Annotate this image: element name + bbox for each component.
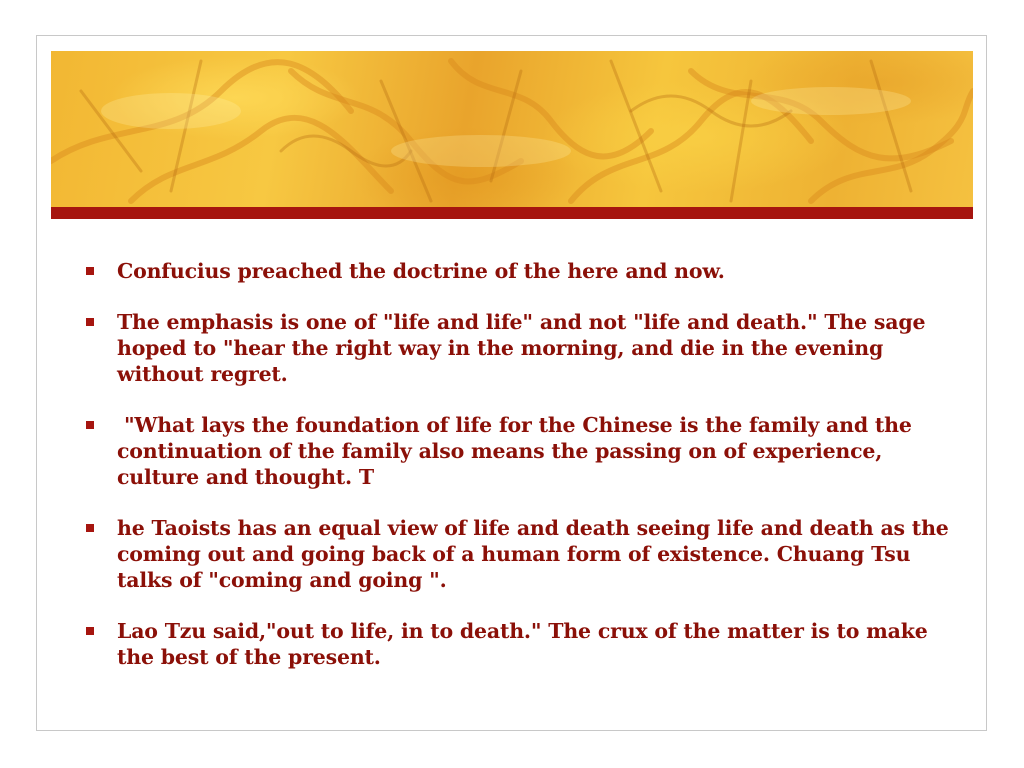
- bullet-item: [84, 309, 954, 387]
- bullet-text: Confucius preached the doctrine of the here and now.: [117, 259, 725, 283]
- header-banner-image: [51, 51, 973, 207]
- bullet-item: [84, 412, 954, 490]
- bullet-item: [84, 258, 954, 284]
- square-bullet-icon: [86, 627, 94, 635]
- banner-texture: [51, 51, 973, 207]
- square-bullet-icon: [86, 524, 94, 532]
- bullet-text: Lao Tzu said,"out to life, in to death." The crux of the matter is to make the best of the present.: [117, 619, 928, 669]
- bullet-list: [84, 258, 954, 695]
- bullet-item: [84, 515, 954, 593]
- bullet-item: [84, 618, 954, 670]
- bullet-text: "What lays the foundation of life for the Chinese is the family and the continuation of the family also means the passing on of experience, culture and thought. T: [117, 413, 919, 489]
- banner-divider: [51, 207, 973, 219]
- square-bullet-icon: [86, 267, 94, 275]
- bullet-text: he Taoists has an equal view of life and death seeing life and death as the coming out and going back of a human form of existence. Chuang Tsu talks of "coming and going ".: [117, 516, 949, 592]
- bullet-text: The emphasis is one of "life and life" and not "life and death." The sage hoped to "hear the right way in the morning, and die in the evening without regret.: [117, 310, 926, 386]
- square-bullet-icon: [86, 421, 94, 429]
- square-bullet-icon: [86, 318, 94, 326]
